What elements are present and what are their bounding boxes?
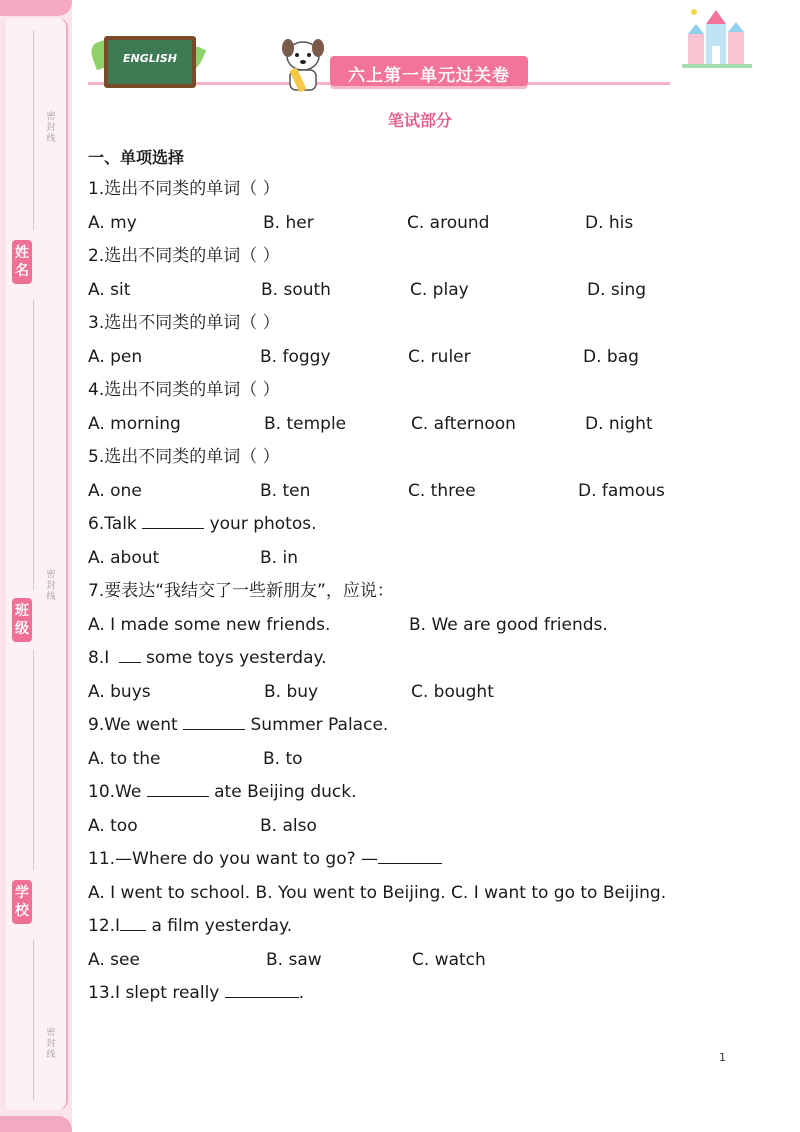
stem-text: 13.I slept really — [88, 983, 225, 1003]
question-stem: 2.选出不同类的单词（ ） — [88, 246, 280, 266]
question-stem — [88, 977, 768, 1011]
stem-text: 10.We — [88, 782, 147, 802]
seal-text: 密封线 — [46, 112, 56, 144]
option-a: A. I made some new friends. — [88, 614, 331, 635]
option-b: B. south — [261, 279, 331, 300]
answer-blank[interactable] — [119, 642, 141, 663]
part-title: 一、单项选择 — [88, 148, 185, 167]
dog-mascot-icon — [276, 34, 330, 94]
question-stem — [88, 642, 768, 676]
stem-text: 8.I — [88, 648, 115, 668]
stem-text: some toys yesterday. — [140, 648, 327, 668]
stem-text: your photos. — [204, 514, 317, 534]
question-stem — [88, 508, 768, 542]
option-c: C. ruler — [408, 346, 471, 367]
strip-bottom-cap — [0, 1116, 72, 1132]
options-row — [88, 609, 768, 643]
option-a: A. sit — [88, 279, 131, 300]
option-b: B. temple — [264, 413, 347, 434]
answer-blank[interactable] — [147, 776, 209, 797]
question-stem — [88, 843, 768, 877]
stem-text: Summer Palace. — [245, 715, 389, 735]
option-d: D. bag — [583, 346, 639, 367]
option-c: C. play — [410, 279, 469, 300]
stem-text: 12.I — [88, 916, 121, 936]
answer-blank[interactable] — [120, 910, 146, 931]
answer-blank[interactable] — [183, 709, 245, 730]
options-row — [88, 475, 768, 509]
option-d: D. famous — [578, 480, 665, 501]
options-line: A. I went to school. B. You went to Beijing. C. I want to go to Beijing. — [88, 882, 667, 903]
section-title: 笔试部分 — [387, 111, 452, 130]
options-row — [88, 341, 768, 375]
options-row — [88, 274, 768, 308]
stem-text: 6.Talk — [88, 514, 143, 534]
option-b: B. saw — [266, 949, 322, 970]
option-c: C. afternoon — [411, 413, 516, 434]
stem-text: 11.—Where do you want to go? — — [88, 849, 379, 869]
question-stem: 4.选出不同类的单词（ ） — [88, 380, 280, 400]
title-banner — [330, 56, 528, 86]
option-a: A. morning — [88, 413, 181, 434]
seal-text: 密封线 — [46, 570, 56, 602]
stem-text: 9.We went — [88, 715, 184, 735]
options-row — [88, 944, 768, 978]
option-a: A. too — [88, 815, 138, 836]
options-row — [88, 810, 768, 844]
option-a: A. see — [88, 949, 140, 970]
option-b: B. in — [260, 547, 298, 568]
english-chalkboard — [104, 36, 196, 88]
option-d: D. sing — [587, 279, 647, 300]
answer-blank[interactable] — [142, 508, 204, 529]
chalkboard-text: ENGLISH — [123, 52, 177, 65]
stem-text: . — [298, 983, 305, 1003]
page-number: 1 — [719, 1051, 726, 1064]
option-a: A. to the — [88, 748, 161, 769]
option-a: A. my — [88, 212, 137, 233]
option-b: B. buy — [264, 681, 319, 702]
option-b: B. also — [260, 815, 317, 836]
exam-content — [88, 145, 768, 1011]
stem-text: ate Beijing duck. — [208, 782, 357, 802]
answer-blank[interactable] — [378, 843, 442, 864]
options-row — [88, 676, 768, 710]
binding-strip — [0, 0, 72, 1132]
seal-line — [33, 940, 34, 1100]
castle-icon — [682, 4, 752, 70]
paper-title: 六上第一单元过关卷 — [348, 66, 510, 86]
option-a: A. about — [88, 547, 160, 568]
seal-text: 密封线 — [46, 1028, 56, 1060]
option-c: C. three — [408, 480, 476, 501]
options-row — [88, 542, 768, 576]
question-stem — [88, 776, 768, 810]
seal-line — [33, 300, 34, 590]
question-stem: 5.选出不同类的单词（ ） — [88, 447, 280, 467]
options-row — [88, 877, 768, 911]
seal-line — [33, 650, 34, 870]
strip-inner — [6, 18, 68, 1110]
question-stem — [88, 709, 768, 743]
name-label: 姓名 — [12, 240, 32, 284]
class-label: 班级 — [12, 598, 32, 642]
strip-top-cap — [0, 0, 72, 16]
options-row — [88, 743, 768, 777]
option-b: B. her — [263, 212, 314, 233]
question-stem: 3.选出不同类的单词（ ） — [88, 313, 280, 333]
option-c: C. bought — [411, 681, 494, 702]
option-a: A. one — [88, 480, 142, 501]
option-d: D. his — [585, 212, 634, 233]
answer-blank[interactable] — [225, 977, 299, 998]
school-label: 学校 — [12, 880, 32, 924]
option-a: A. pen — [88, 346, 143, 367]
options-row — [88, 207, 768, 241]
option-c: C. around — [407, 212, 490, 233]
stem-text: a film yesterday. — [146, 916, 293, 936]
option-b: B. to — [263, 748, 303, 769]
option-d: D. night — [585, 413, 653, 434]
question-stem: 7.要表达“我结交了一些新朋友”，应说： — [88, 581, 394, 601]
question-stem: 1.选出不同类的单词（ ） — [88, 179, 280, 199]
option-b: B. foggy — [260, 346, 331, 367]
option-a: A. buys — [88, 681, 151, 702]
option-b: B. ten — [260, 480, 311, 501]
options-row — [88, 408, 768, 442]
option-c: C. watch — [412, 949, 486, 970]
option-b: B. We are good friends. — [409, 614, 608, 635]
question-stem — [88, 910, 768, 944]
